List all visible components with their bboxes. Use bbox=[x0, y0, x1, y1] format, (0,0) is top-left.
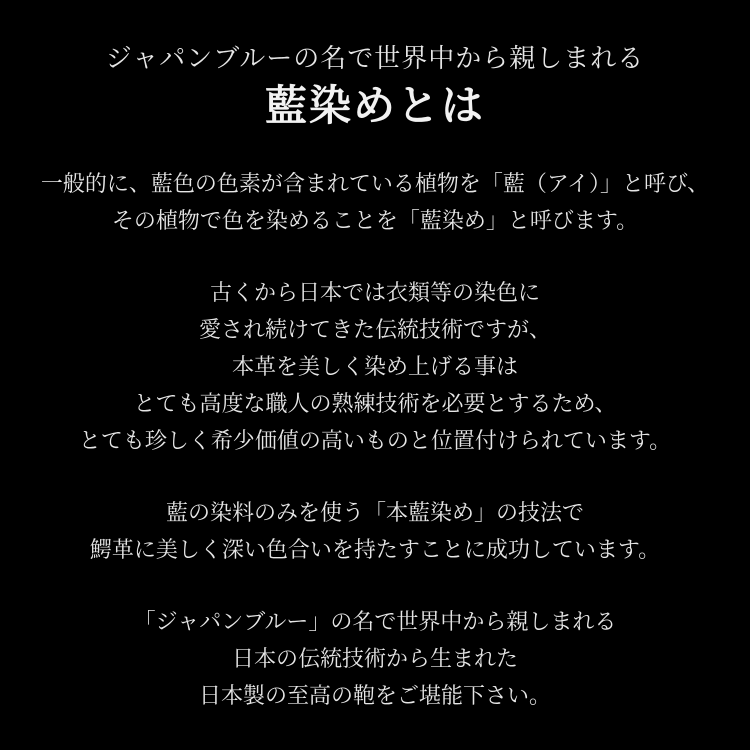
text-line: 一般的に、藍色の色素が含まれている植物を「藍（アイ）」と呼び、 bbox=[40, 171, 710, 196]
text-line: 「ジャパンブルー」の名で世界中から親しまれる bbox=[133, 609, 617, 634]
paragraph-definition bbox=[0, 165, 750, 239]
paragraph-technique bbox=[0, 494, 750, 568]
text-line: 本革を美しく染め上げる事は bbox=[231, 354, 518, 379]
text-line: 日本の伝統技術から生まれた bbox=[231, 646, 518, 671]
text-line: とても珍しく希少価値の高いものと位置付けられています。 bbox=[78, 428, 672, 453]
text-line: 愛され続けてきた伝統技術ですが、 bbox=[198, 317, 551, 342]
body-text bbox=[0, 165, 750, 714]
text-line: 日本製の至高の鞄をご堪能下さい。 bbox=[198, 683, 551, 708]
text-line: 鰐革に美しく深い色合いを持たすことに成功しています。 bbox=[89, 537, 661, 562]
header bbox=[0, 42, 750, 134]
text-line: とても高度な職人の熟練技術を必要とするため、 bbox=[133, 391, 617, 416]
paragraph-tradition bbox=[0, 274, 750, 459]
page-title: 藍染めとは bbox=[264, 84, 485, 130]
header-subtitle: ジャパンブルーの名で世界中から親しまれる bbox=[105, 44, 645, 73]
text-line: 藍の染料のみを使う「本藍染め」の技法で bbox=[165, 500, 584, 525]
text-line: 古くから日本では衣類等の染色に bbox=[209, 280, 540, 305]
text-line: その植物で色を染めることを「藍染め」と呼びます。 bbox=[111, 208, 639, 233]
paragraph-closing bbox=[0, 603, 750, 714]
